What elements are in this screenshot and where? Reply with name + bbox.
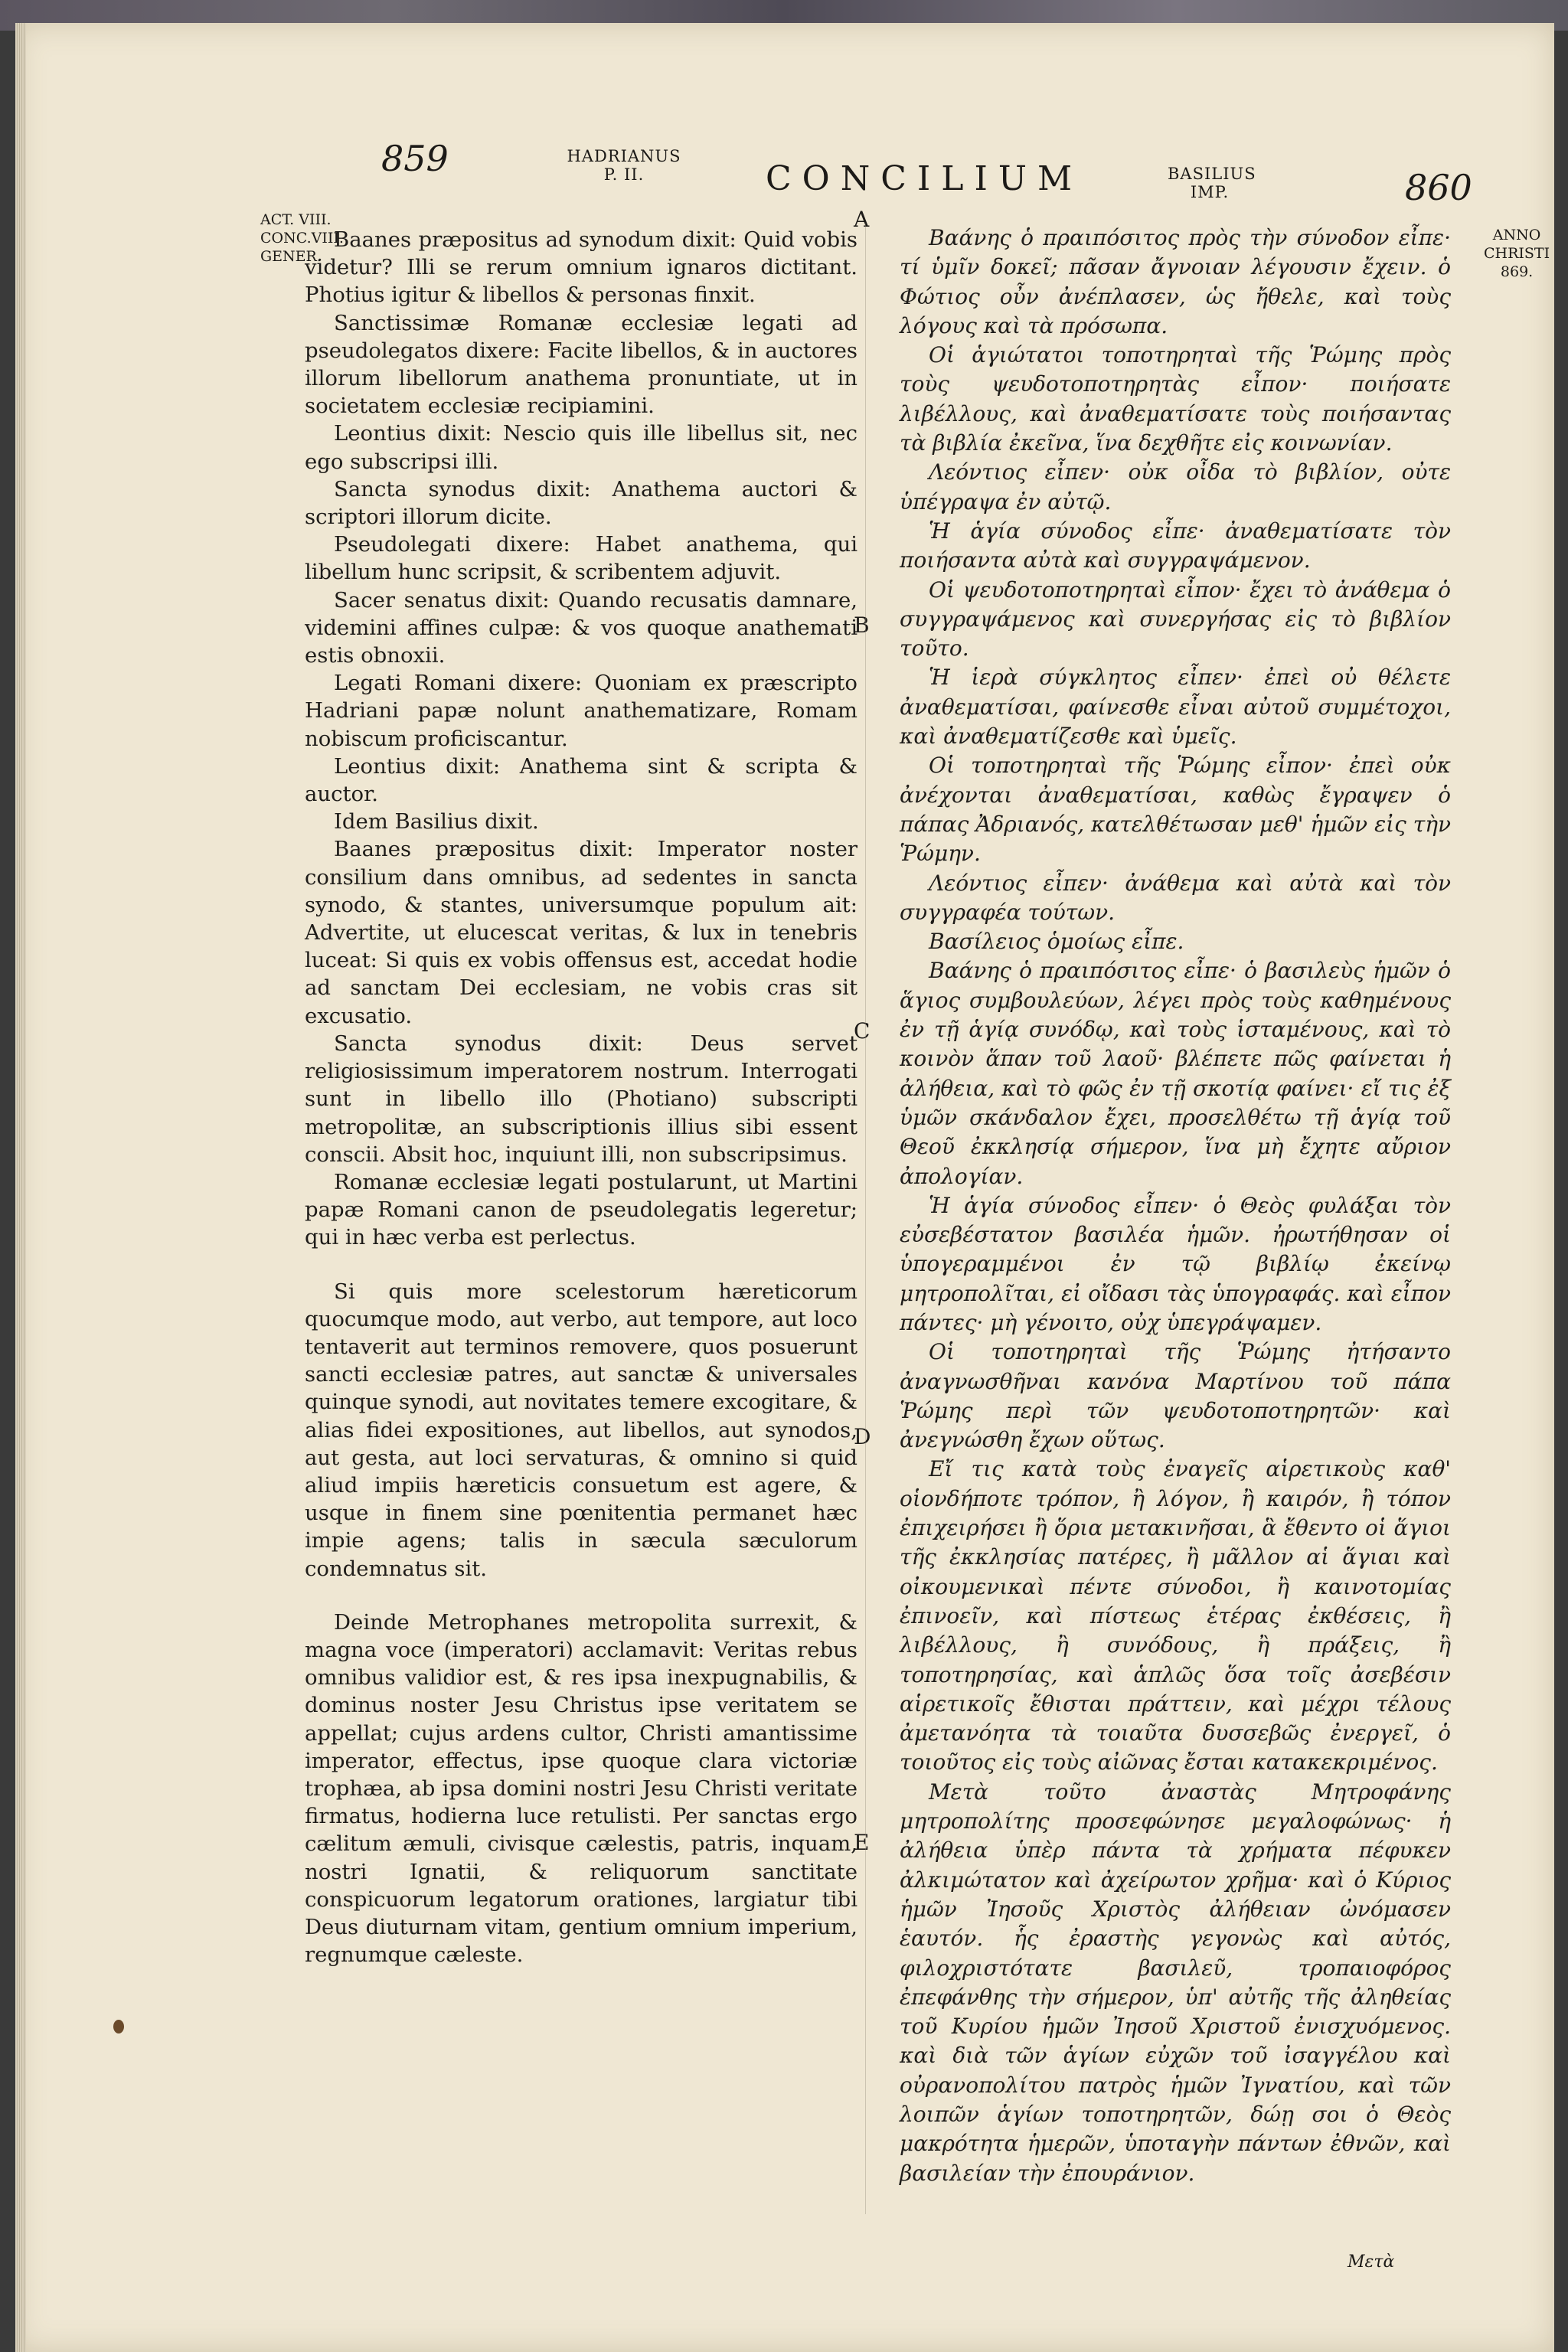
latin-paragraph: Leontius dixit: Anathema sint & scripta & auctor. (305, 753, 858, 807)
latin-column (305, 226, 858, 2186)
section-letter: A (854, 207, 870, 232)
margin-note-line: CHRISTI (1484, 245, 1550, 262)
catchword: Μετὰ (1348, 2252, 1395, 2272)
latin-paragraph: Baanes præpositus ad synodum dixit: Quid vobis videtur? Illi se rerum omnium ignaros dictitant. Photius igitur & libellos & personas finxit. (305, 227, 858, 308)
greek-paragraph: Βασίλειος ὁμοίως εἶπε. (929, 929, 1184, 955)
latin-paragraph: Sanctissimæ Romanæ ecclesiæ legati ad pseudolegatos dixere: Facite libellos, & in auctores illorum libellorum anathema pronuntiate, ut in societatem ecclesiæ recipiamini. (305, 310, 858, 419)
greek-paragraph: Μετὰ τοῦτο ἀναστὰς Μητροφάνης μητροπολίτης προσεφώνησε μεγαλοφώνως· ἡ ἀλήθεια ὑπὲρ πάντα τὰ χρήματα πέφυκεν ἀλκιμώτατον καὶ ἀχείρωτον χρῆμα· καὶ ὁ Κύριος ἡμῶν Ἰησοῦς Χριστὸς ἀλήθειαν ὠνόμασεν ἑαυτόν. ἧς ἐραστὴς γεγονὼς καὶ αὐτός, φιλοχριστότατε βασιλεῦ, τροπαιοφόρος ἐπεφάνθης τὴν σήμερον, ὑπ' αὐτῆς τῆς ἀληθείας τοῦ Κυρίου ἡμῶν Ἰησοῦ Χριστοῦ ἐνισχυόμενος. καὶ διὰ τῶν ἁγίων εὐχῶν τοῦ ἰσαγγέλου καὶ οὐρανοπολίτου πατρὸς ἡμῶν Ἰγνατίου, καὶ τῶν λοιπῶν ἁγίων τοποτηρητῶν, δώῃ σοι ὁ Θεὸς μακρότητα ἡμερῶν, ὑποταγὴν πάντων ἐθνῶν, καὶ βασιλείαν τὴν ἐπουράνιον. (900, 1779, 1451, 2186)
column-divider (865, 224, 866, 2214)
running-head-left-line1: HADRIANUS (567, 147, 681, 165)
running-head-right (1168, 165, 1256, 201)
latin-paragraph: Pseudolegati dixere: Habet anathema, qui libellum hunc scripsit, & scribentem adjuvit. (305, 532, 858, 585)
greek-canon-paragraph: Εἴ τις κατὰ τοὺς ἐναγεῖς αἱρετικοὺς καθ' οἱονδήποτε τρόπον, ἢ λόγον, ἢ καιρόν, ἢ τόπον ἐπιχειρήσει ἢ ὅρια μετακινῆσαι, ἃ ἔθεντο οἱ ἅγιοι τῆς ἐκκλησίας πατέρες, ἢ μᾶλλον αἱ ἅγιαι καὶ οἰκουμενικαὶ πέντε σύνοδοι, ἢ καινοτομίας ἐπινοεῖν, καὶ πίστεως ἑτέρας ἐκθέσεις, ἢ λιβέλλους, ἢ συνόδους, ἢ πράξεις, ἢ τοποτηρησίας, καὶ ἁπλῶς ὅσα τοῖς ἀσεβέσιν αἱρετικοῖς ἔθισται πράττειν, καὶ μέχρι τέλους ἀμετανόητα τὰ τοιαῦτα δυσσεβῶς ἐνεργεῖ, ὁ τοιοῦτος εἰς τοὺς αἰῶνας ἔσται κατακεκριμένος. (900, 1456, 1451, 1775)
paper-stain (113, 2020, 124, 2034)
latin-paragraph: Baanes præpositus dixit: Imperator noster consilium dans omnibus, ad sedentes in sancta synodo, & stantes, universumque populum ait: Advertite, ut elucescat veritas, & lux in tenebris luceat: Si quis ex vobis offensus est, accedat hodie ad sanctam Dei ecclesiam, ne vobis cras sit excusatio. (305, 837, 858, 1028)
margin-note-line: GENER. (260, 248, 322, 265)
latin-paragraph: Sacer senatus dixit: Quando recusatis damnare, videmini affines culpæ: & vos quoque anathemati estis obnoxii. (305, 587, 858, 668)
latin-paragraph: Deinde Metrophanes metropolita surrexit, & magna voce (imperatori) acclamavit: Veritas rebus omnibus validior est, & res ipsa inexpugnabilis, & dominus noster Jesu Christus ipse veritatem se appellat; cujus ardens cultor, Christi amantissime imperator, effectus, ipse quoque clara victoriæ trophæa, ab ipsa domini nostri Jesu Christi veritate firmatus, hodierna luce retulisti. Per sanctas ergo cælitum æmuli, civisque cælestis, patris, inquam, nostri Ignatii, & reliquorum sanctitate conspicuorum legatorum orationes, largiatur tibi Deus diuturnam vitam, gentium omnium imperium, regnumque cæleste. (305, 1609, 858, 1968)
latin-paragraph: Leontius dixit: Nescio quis ille libellus sit, nec ego subscripsi illi. (305, 421, 858, 474)
running-head-right-line2: IMP. (1190, 183, 1230, 201)
greek-paragraph: Ἡ ἱερὰ σύγκλητος εἶπεν· ἐπεὶ οὐ θέλετε ἀναθεματίσαι, φαίνεσθε εἶναι αὐτοῦ συμμέτοχοι, καὶ ἀναθεματίζεσθε καὶ ὑμεῖς. (900, 665, 1451, 750)
left-page-number: 859 (381, 138, 449, 179)
margin-note-line: CONC.VIII. (260, 230, 344, 247)
page-edge (15, 23, 26, 2352)
greek-paragraph: Λεόντιος εἶπεν· ἀνάθεμα καὶ αὐτὰ καὶ τὸν συγγραφέα τούτων. (900, 870, 1451, 925)
latin-canon-paragraph: Si quis more scelestorum hæreticorum quocumque modo, aut verbo, aut tempore, aut loco tentaverit aut terminos removere, quos posuerunt sancti ecclesiæ patres, aut sanctæ & universales quinque synodi, aut novitates temere excogitare, & alias fidei expositiones, aut libellos, aut synodos, aut gesta, aut loci servaturas, & omnino si quid aliud impiis hæreticis consuetum est agere, & usque in finem sine pœnitentia permanet hæc impie agens; talis in sæcula sæculorum condemnatus sit. (305, 1279, 858, 1581)
greek-column (900, 224, 1451, 2237)
running-head-left (567, 147, 681, 184)
greek-paragraph: Λεόντιος εἶπεν· οὐκ οἶδα τὸ βιβλίον, οὐτε ὑπέγραψα ἐν αὐτῷ. (900, 459, 1451, 514)
margin-note-line: ANNO (1492, 227, 1541, 243)
running-head-right-line1: BASILIUS (1168, 165, 1256, 183)
latin-paragraph: Sancta synodus dixit: Deus servet religiosissimum imperatorem nostrum. Interrogati sunt in libello illo (Photiano) subscripti metropolitæ, an subscriptionis illius sibi essent conscii. Absit hoc, inquiunt illi, non subscripsimus. (305, 1031, 858, 1167)
greek-paragraph: Οἱ τοποτηρηταὶ τῆς Ῥώμης ἠτήσαντο ἀναγνωσθῆναι κανόνα Μαρτίνου τοῦ πάπα Ῥώμης περὶ τῶν ψευδοτοποτηρητῶν· καὶ ἀνεγνώσθη ἔχων οὕτως. (900, 1339, 1451, 1453)
book-page (15, 23, 1554, 2352)
latin-paragraph: Sancta synodus dixit: Anathema auctori & scriptori illorum dicite. (305, 476, 858, 530)
section-letter: C (854, 1018, 871, 1044)
greek-paragraph: Οἱ ἁγιώτατοι τοποτηρηταὶ τῆς Ῥώμης πρὸς τοὺς ψευδοτοποτηρητὰς εἶπον· ποιήσατε λιβέλλους, καὶ ἀναθεματίσατε τοὺς ποιήσαντας τὰ βιβλία ἐκεῖνα, ἵνα δεχθῆτε εἰς κοινωνίαν. (900, 342, 1451, 456)
greek-paragraph: Οἱ ψευδοτοποτηρηταὶ εἶπον· ἔχει τὸ ἀνάθεμα ὁ συγγραψάμενος καὶ συνεργήσας εἰς τὸ βιβλίον τοῦτο. (900, 577, 1451, 662)
page-title: CONCILIUM (766, 159, 1083, 198)
section-letter: E (854, 1830, 870, 1855)
margin-note-line: 869. (1500, 263, 1534, 280)
greek-paragraph: Βαάνης ὁ πραιπόσιτος εἶπε· ὁ βασιλεὺς ἡμῶν ὁ ἅγιος συμβουλεύων, λέγει πρὸς τοὺς καθημένους ἐν τῇ ἁγίᾳ συνόδῳ, καὶ τοὺς ἱσταμένους, καὶ τὸ κοινὸν ἅπαν τοῦ λαοῦ· βλέπετε πῶς φαίνεται ἡ ἀλήθεια, καὶ τὸ φῶς ἐν τῇ σκοτίᾳ φαίνει· εἴ τις ἐξ ὑμῶν σκάνδαλον ἔχει, προσελθέτω τῇ ἁγίᾳ τοῦ Θεοῦ ἐκκλησίᾳ σήμερον, ἵνα μὴ ἔχητε αὔριον ἀπολογίαν. (900, 958, 1451, 1189)
greek-paragraph: Ἡ ἁγία σύνοδος εἶπε· ἀναθεματίσατε τὸν ποιήσαντα αὐτὰ καὶ συγγραψάμενον. (900, 518, 1451, 573)
greek-paragraph: Ἡ ἁγία σύνοδος εἶπεν· ὁ Θεὸς φυλάξαι τὸν εὐσεβέστατον βασιλέα ἡμῶν. ἠρωτήθησαν οἱ ὑπογεραμμένοι ἐν τῷ βιβλίῳ ἐκείνῳ μητροπολῖται, εἰ οἴδασι τὰς ὑπογραφάς. καὶ εἶπον πάντες· μὴ γένοιτο, οὐχ ὑπεγράψαμεν. (900, 1192, 1451, 1335)
margin-note-line: ACT. VIII. (260, 211, 332, 228)
latin-paragraph: Legati Romani dixere: Quoniam ex præscripto Hadriani papæ nolunt anathematizare, Romam nobiscum proficiscantur. (305, 671, 858, 751)
latin-paragraph: Idem Basilius dixit. (334, 809, 539, 835)
greek-paragraph: Οἱ τοποτηρηταὶ τῆς Ῥώμης εἶπον· ἐπεὶ οὐκ ἀνέχονται ἀναθεματίσαι, καθὼς ἔγραψεν ὁ πάπας Ἀδριανός, κατελθέτωσαν μεθ' ἡμῶν εἰς τὴν Ῥώμην. (900, 753, 1451, 867)
greek-paragraph: Βαάνης ὁ πραιπόσιτος πρὸς τὴν σύνοδον εἶπε· τί ὑμῖν δοκεῖ; πᾶσαν ἄγνοιαν λέγουσιν ἔχειν. ὁ Φώτιος οὖν ἀνέπλασεν, ὡς ἤθελε, καὶ τοὺς λόγους καὶ τὰ πρόσωπα. (900, 225, 1451, 338)
running-head-left-line2: P. II. (603, 165, 645, 184)
section-letter: B (854, 612, 870, 638)
right-page-number: 860 (1405, 167, 1472, 208)
latin-paragraph: Romanæ ecclesiæ legati postularunt, ut Martini papæ Romani canon de pseudolegatis legeretur; qui in hæc verba est perlectus. (305, 1169, 858, 1250)
right-margin-note (1484, 226, 1550, 281)
section-letter: D (854, 1424, 871, 1449)
